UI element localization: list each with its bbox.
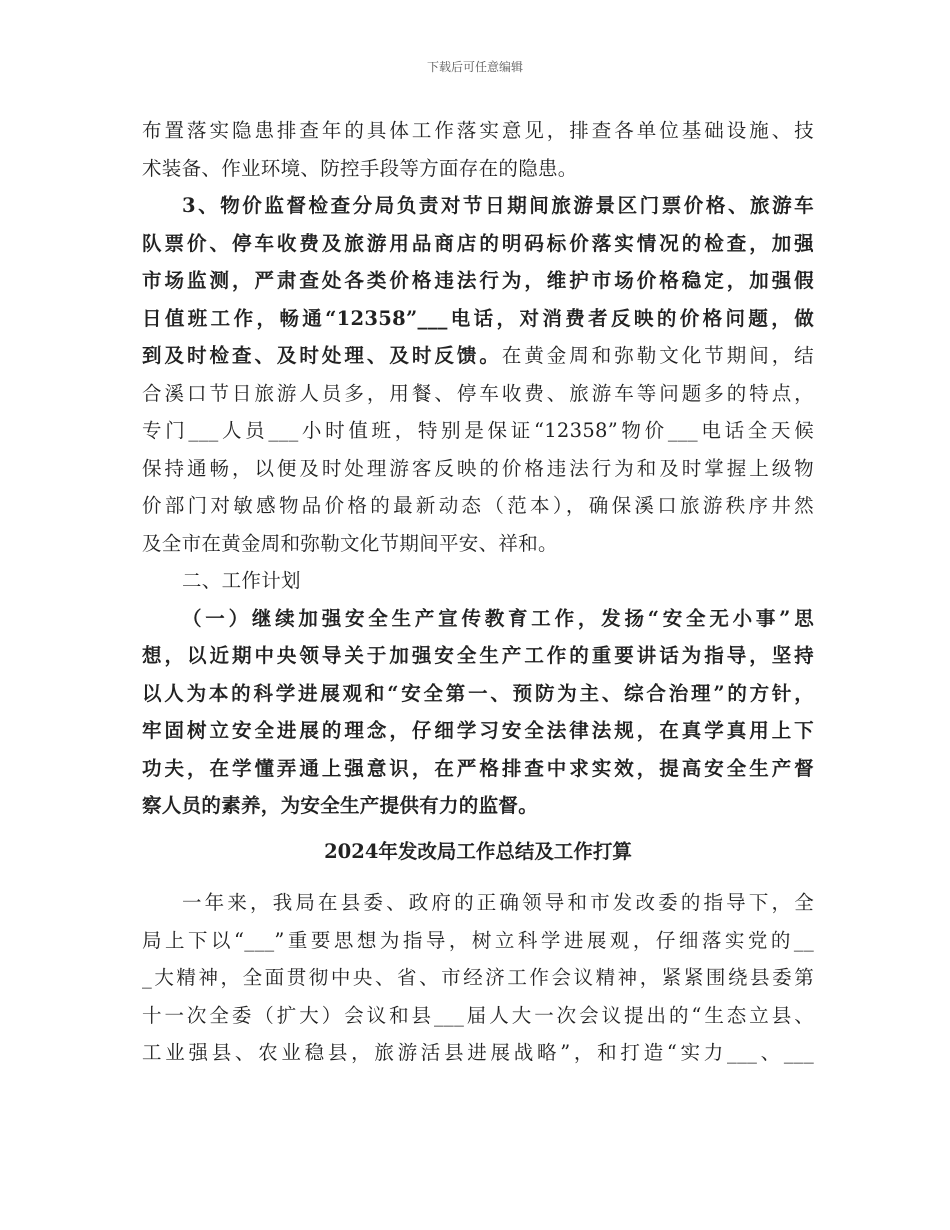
paragraph-line: 日值班工作，畅通“12358”___电话，对消费者反映的价格问题，做 (142, 306, 814, 330)
paragraph-line: 工业强县、农业稳县，旅游活县进展战略”，和打造“实力___、___ (142, 1041, 814, 1064)
page-header: 下载后可任意编辑 (426, 60, 523, 74)
paragraph-line: 察人员的素养，为安全生产提供有力的监督。 (142, 794, 539, 817)
paragraph-line: 十一次全委（扩大）会议和县___届人大一次会议提出的“生态立县、 (142, 1003, 814, 1027)
normal-text: 在黄金周和弥勒文化节期间，结 (501, 344, 814, 367)
paragraph-line: 一年来，我局在县委、政府的正确领导和市发改委的指导下，全 (182, 891, 814, 914)
paragraph-line: 市场监测，严肃查处各类价格违法行为，维护市场价格稳定，加强假 (142, 269, 814, 292)
paragraph-line: 布置落实隐患排查年的具体工作落实意见，排查各单位基础设施、技 (142, 119, 814, 142)
paragraph-line: 3、物价监督检查分局负责对节日期间旅游景区门票价格、旅游车 (182, 194, 814, 217)
paragraph-line: 合溪口节日旅游人员多，用餐、停车收费、旅游车等问题多的特点， (142, 381, 814, 405)
paragraph-line: （一）继续加强安全生产宣传教育工作，发扬“安全无小事”思 (182, 606, 814, 630)
paragraph-line: 专门___人员___小时值班，特别是保证“12358”物价___电话全天候 (142, 419, 814, 442)
paragraph-line: 及全市在黄金周和弥勒文化节期间平安、祥和。 (142, 531, 558, 555)
paragraph-line: 术装备、作业环境、防控手段等方面存在的隐患。 (142, 156, 578, 180)
paragraph-line: 功夫，在学懂弄通上强意识，在严格排查中求实效，提高安全生产督 (142, 756, 814, 780)
paragraph-line: 想，以近期中央领导关于加强安全生产工作的重要讲话为指导，坚持 (142, 644, 814, 667)
paragraph-line: 价部门对敏感物品价格的最新动态（范本），确保溪口旅游秩序井然 (142, 494, 814, 517)
paragraph-line: 以人为本的科学进展观和“安全第一、预防为主、综合治理”的方针， (142, 681, 814, 705)
section-heading: 二、工作计划 (182, 569, 301, 592)
paragraph-line (142, 337, 814, 375)
paragraph-line: 局上下以“___”重要思想为指导，树立科学进展观，仔细落实党的__ (142, 928, 814, 952)
paragraph-line: 队票价、停车收费及旅游用品商店的明码标价落实情况的检查，加强 (142, 231, 814, 255)
paragraph-line: 保持通畅，以便及时处理游客反映的价格违法行为和及时掌握上级物 (142, 456, 814, 480)
document-title: 2024年发改局工作总结及工作打算 (324, 839, 632, 863)
paragraph-line: _大精神，全面贯彻中央、省、市经济工作会议精神，紧紧围绕县委第 (142, 966, 814, 989)
document-body (142, 112, 814, 1072)
bold-text: 到及时检查、及时处理、及时反馈。 (142, 344, 502, 367)
paragraph-line: 牢固树立安全进展的理念，仔细学习安全法律法规，在真学真用上下 (142, 719, 814, 742)
